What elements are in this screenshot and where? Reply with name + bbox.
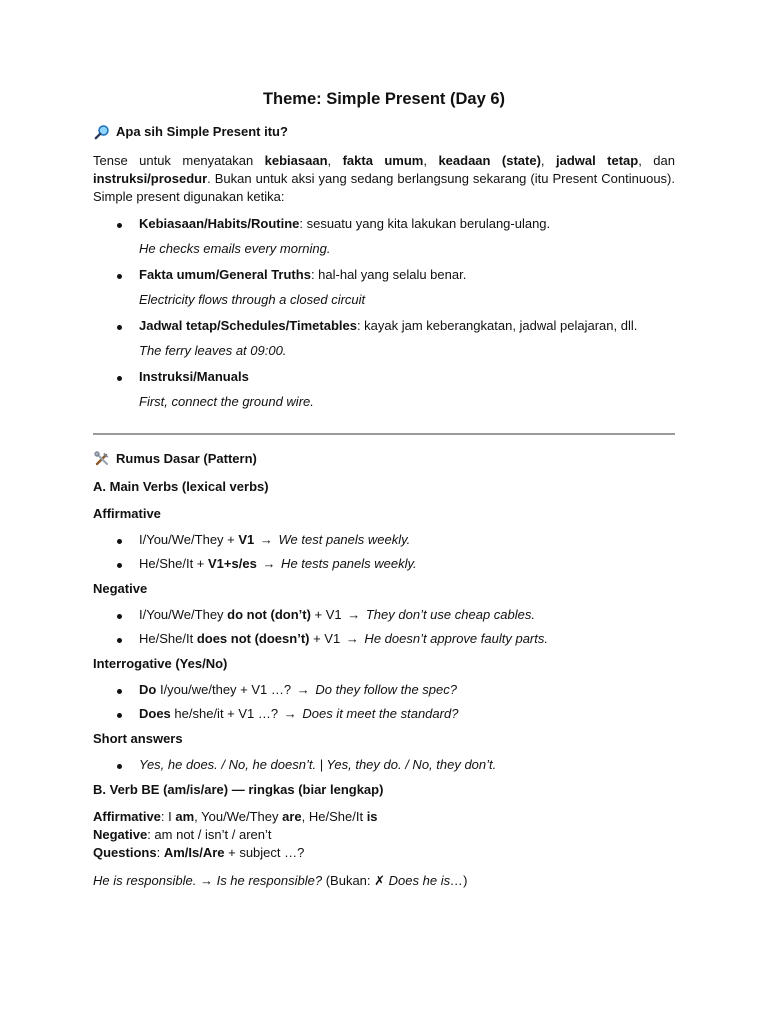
usage-list: [93, 318, 675, 333]
text-run: : hal-hal yang selalu benar.: [310, 267, 467, 282]
text-run: V1: [238, 532, 255, 547]
example-text: He checks emails every morning.: [139, 241, 331, 256]
text-run: He doesn’t approve faulty parts.: [360, 631, 548, 646]
section-heading-pattern: [93, 449, 675, 469]
tools-icon: [93, 451, 111, 467]
example-text: Electricity flows through a closed circuit: [139, 292, 366, 307]
arrow-icon: →: [347, 607, 361, 622]
text-run: Am/Is/Are: [163, 845, 225, 860]
text-run: Does he is…: [388, 873, 464, 888]
example-text: The ferry leaves at 09:00.: [139, 343, 287, 358]
list-item: [93, 267, 675, 282]
text-run: are: [282, 809, 302, 824]
list-item: [93, 757, 675, 772]
text-run: fakta umum: [342, 153, 424, 168]
final-example-line: [93, 872, 675, 890]
text-run: Fakta umum/General Truths: [139, 267, 311, 282]
usage-list: [93, 216, 675, 231]
text-run: V1+s/es: [208, 556, 257, 571]
negative-list: [93, 607, 675, 646]
arrow-icon: →: [345, 631, 359, 646]
text-run: Is he responsible?: [216, 873, 323, 888]
text-run: Yes, he does. / No, he doesn’t. | Yes, they do. / No, they don’t.: [139, 757, 497, 772]
text-run: He is responsible.: [93, 873, 197, 888]
list-item: [93, 682, 675, 697]
intro-paragraph: [93, 152, 675, 206]
list-item: [93, 556, 675, 571]
text-run: kebiasaan: [264, 153, 328, 168]
list-item: [93, 216, 675, 231]
be-negative-line: [93, 826, 675, 844]
subsection-title-verb-be: B. Verb BE (am/is/are) — ringkas (biar lengkap): [93, 782, 384, 797]
text-run: does not (doesn’t): [196, 631, 310, 646]
text-run: : sesuatu yang kita lakukan berulang-ulang.: [299, 216, 551, 231]
section-heading-label: Apa sih Simple Present itu?: [116, 124, 288, 139]
short-answers-label: Short answers: [93, 731, 183, 746]
text-run: + V1: [309, 631, 344, 646]
text-run: Jadwal tetap/Schedules/Timetables: [139, 318, 357, 333]
text-run: I/You/We/They: [139, 607, 228, 622]
horizontal-divider: [93, 433, 675, 435]
text-run: Do: [139, 682, 157, 697]
text-run: , dan: [638, 153, 675, 168]
text-run: Does it meet the standard?: [298, 706, 459, 721]
text-run: Affirmative: [93, 809, 161, 824]
list-item: [93, 706, 675, 721]
text-run: I/you/we/they + V1 …?: [156, 682, 295, 697]
text-run: :: [156, 845, 164, 860]
text-run: : kayak jam keberangkatan, jadwal pelajaran, dll.: [356, 318, 638, 333]
text-run: he/she/it + V1 …?: [170, 706, 282, 721]
text-run: Instruksi/Manuals: [139, 369, 249, 384]
affirmative-label: Affirmative: [93, 506, 161, 521]
list-item: [93, 318, 675, 333]
list-item: [93, 369, 675, 384]
text-run: Does: [139, 706, 171, 721]
text-run: They don’t use cheap cables.: [362, 607, 535, 622]
text-run: keadaan (state): [438, 153, 541, 168]
text-run: I/You/We/They +: [139, 532, 239, 547]
section-heading-label: Rumus Dasar (Pattern): [116, 451, 257, 466]
list-item: [93, 532, 675, 547]
text-run: Questions: [93, 845, 157, 860]
cross-icon: ✗: [374, 873, 386, 888]
list-item: [93, 631, 675, 646]
text-run: am: [175, 809, 195, 824]
text-run: is: [366, 809, 378, 824]
text-run: : I: [160, 809, 176, 824]
arrow-icon: →: [259, 532, 273, 547]
text-run: : am not / isn’t / aren’t: [147, 827, 272, 842]
text-run: . Bukan untuk aksi yang sedang berlangsung sekarang (itu Present Continuous). Simple present digunakan ketika:: [93, 171, 675, 204]
text-run: He/She/It +: [139, 556, 209, 571]
be-questions-line: [93, 844, 675, 862]
text-run: He tests panels weekly.: [277, 556, 417, 571]
verb-be-summary: [93, 808, 675, 862]
text-run: He/She/It: [139, 631, 197, 646]
text-run: (Bukan:: [325, 873, 375, 888]
text-run: ,: [423, 153, 439, 168]
text-run: ,: [540, 153, 556, 168]
interrogative-label: Interrogative (Yes/No): [93, 656, 228, 671]
document-content: [93, 88, 675, 890]
short-answers-list: [93, 757, 675, 772]
be-affirmative-line: [93, 808, 675, 826]
text-run: + V1: [310, 607, 346, 622]
magnifier-icon: [93, 124, 111, 140]
usage-list: [93, 267, 675, 282]
affirmative-list: [93, 532, 675, 571]
negative-label: Negative: [93, 581, 148, 596]
text-run: do not (don’t): [227, 607, 311, 622]
arrow-icon: →: [262, 556, 276, 571]
section-heading-what-is: [93, 122, 675, 142]
interrogative-list: [93, 682, 675, 721]
text-run: , He/She/It: [301, 809, 367, 824]
arrow-icon: →: [283, 706, 297, 721]
text-run: ,: [327, 153, 343, 168]
usage-list: [93, 369, 675, 384]
page-title: Theme: Simple Present (Day 6): [262, 90, 506, 108]
example-text: First, connect the ground wire.: [139, 394, 314, 409]
arrow-icon: →: [296, 682, 310, 697]
text-run: , You/We/They: [194, 809, 283, 824]
text-run: Tense untuk menyatakan: [93, 153, 265, 168]
text-run: Negative: [93, 827, 148, 842]
text-run: We test panels weekly.: [274, 532, 411, 547]
text-run: Kebiasaan/Habits/Routine: [139, 216, 300, 231]
text-run: instruksi/prosedur: [93, 171, 208, 186]
text-run: + subject …?: [224, 845, 305, 860]
list-item: [93, 607, 675, 622]
text-run: jadwal tetap: [555, 153, 639, 168]
arrow-icon: →: [199, 873, 213, 888]
text-run: ): [463, 873, 468, 888]
text-run: Do they follow the spec?: [311, 682, 457, 697]
subsection-title-main-verbs: A. Main Verbs (lexical verbs): [93, 479, 269, 494]
